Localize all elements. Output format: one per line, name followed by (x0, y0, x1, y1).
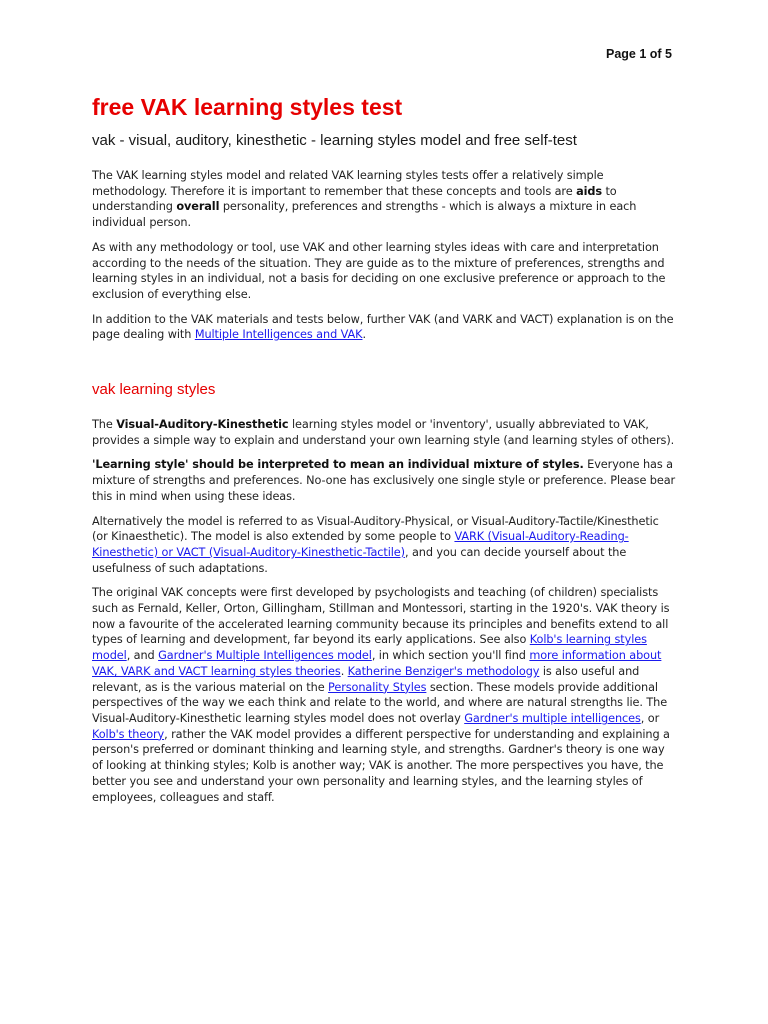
text-run: , in which section you'll find (371, 649, 530, 663)
text-run: The VAK learning styles model and related VAK learning styles tests offer a relatively simple methodology. Therefore it is important to remember that these concepts and tools are (92, 169, 604, 198)
link-vark-vact[interactable]: VARK (Visual-Auditory-Reading-Kinesthetic) or VACT (Visual-Auditory-Kinesthetic-Tactile) (92, 530, 629, 559)
link-kolb-theory[interactable]: Kolb's theory (92, 727, 165, 741)
text-run: to understanding (92, 184, 617, 214)
page-subtitle: vak - visual, auditory, kinesthetic - learning styles model and free self-test (92, 132, 577, 149)
text-run: is also useful and relevant, as is the various material on the (92, 664, 640, 694)
link-benziger-methodology[interactable]: Katherine Benziger's methodology (347, 664, 540, 678)
section-paragraph-3 (92, 514, 676, 577)
text-run: personality, preferences and strengths - which is always a mixture in each individual person. (92, 200, 637, 230)
text-run: Alternatively the model is referred to as Visual-Auditory-Physical, or Visual-Auditory-Tactile/Kinesthetic (or Kinaesthetic). The model is also extended by some people to (92, 514, 659, 544)
section-paragraph-1 (92, 417, 676, 448)
text-run: , and you can decide yourself about the usefulness of such adaptations. (92, 545, 627, 575)
bold-text: 'Learning style' should be interpreted to mean an individual mixture of styles. (92, 458, 584, 472)
text-run: . (340, 664, 348, 678)
document-content (92, 92, 676, 805)
text-run: learning styles model or 'inventory', usually abbreviated to VAK, provides a simple way to explain and understand your own learning style (and learning styles of others). (92, 418, 675, 447)
section-paragraph-4 (92, 585, 676, 805)
text-run: The (92, 418, 117, 432)
page-number: Page 1 of 5 (606, 47, 672, 61)
link-multiple-intelligences-vak[interactable]: Multiple Intelligences and VAK (194, 328, 363, 342)
text-run: , or (640, 711, 660, 725)
text-run: , and (126, 649, 159, 663)
text-run: Everyone has a mixture of strengths and preferences. No-one has exclusively one single style or preference. Please bear this in mind when using these ideas. (92, 458, 676, 503)
text-run: In addition to the VAK materials and tests below, further VAK (and VARK and VACT) explanation is on the page dealing with (92, 312, 674, 342)
page-title: free VAK learning styles test (92, 94, 403, 120)
bold-text: overall (176, 200, 220, 214)
intro-paragraph-3 (92, 312, 676, 343)
text-run: , rather the VAK model provides a different perspective for understanding and explaining a person's preferred or dominant thinking and learning style, and strengths. Gardner's theory is one way of looking at thinking styles; Kolb is another way; VAK is another. The more perspectives you have, the better you see and understand your own personality and learning styles, and the learning styles of employees, colleagues and staff. (92, 727, 670, 804)
intro-paragraph-1 (92, 168, 676, 231)
intro-paragraph-2: As with any methodology or tool, use VAK and other learning styles ideas with care and interpretation according to the needs of the situation. They are guide as to the mixture of preferences, strengths and learning styles in an individual, not a basis for deciding on one exclusive preference or approach to the exclusion of everything else. (92, 240, 666, 301)
bold-text: Visual-Auditory-Kinesthetic (116, 418, 289, 432)
text-run: . (362, 328, 366, 342)
link-vak-vark-vact-theories[interactable]: more information about VAK, VARK and VACT learning styles theories (92, 649, 662, 678)
link-gardner-multiple-intelligences[interactable]: Gardner's multiple intelligences (464, 711, 641, 725)
text-run: section. These models provide additional perspectives of the way we each think and relate to the world, and where are natural strengths lie. The Visual-Auditory-Kinesthetic learning styles model does not overlay (92, 680, 668, 725)
link-kolb-learning-styles[interactable]: Kolb's learning styles model (92, 633, 647, 663)
bold-text: aids (576, 184, 602, 198)
link-gardner-multiple-intelligences-model[interactable]: Gardner's Multiple Intelligences model (158, 649, 372, 663)
section-heading: vak learning styles (92, 381, 216, 399)
link-personality-styles[interactable]: Personality Styles (328, 680, 427, 694)
text-run: The original VAK concepts were first developed by psychologists and teaching (of children) specialists such as Fernald, Keller, Orton, Gillingham, Stillman and Montessori, starting in the 1920's. VAK theory is now a favourite of the accelerated learning community because its principles and benefits extend to all types of learning and development, far beyond its early applications. See also (92, 586, 670, 647)
section-paragraph-2 (92, 457, 676, 504)
